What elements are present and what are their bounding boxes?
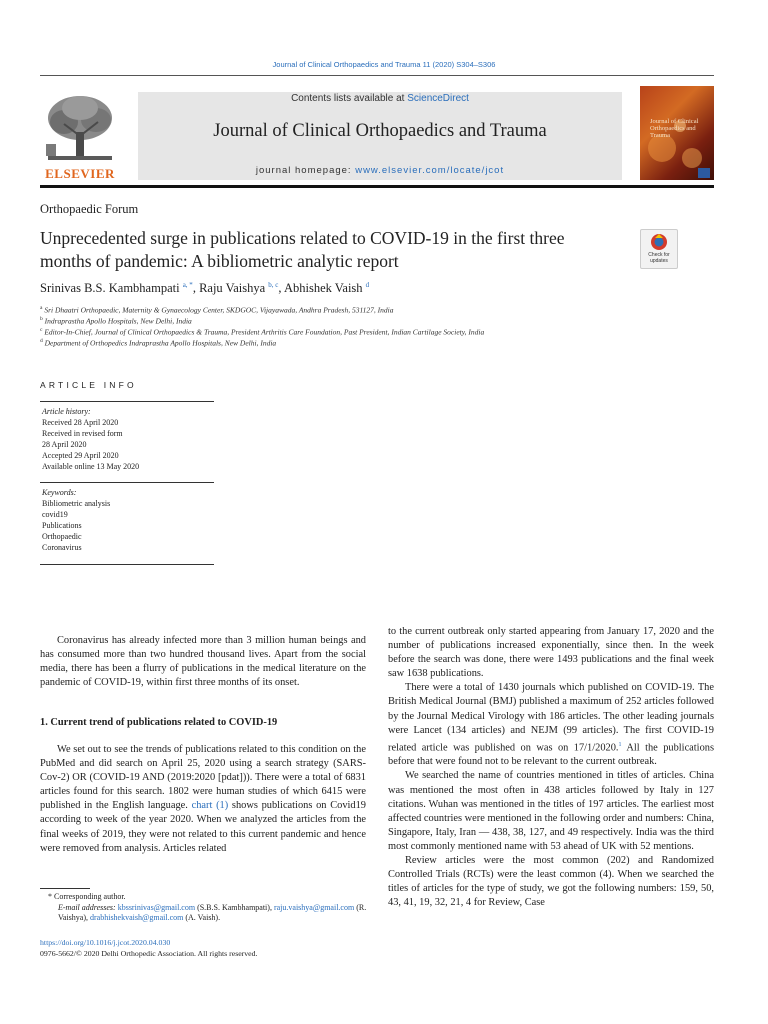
article-section-label: Orthopaedic Forum <box>40 202 139 216</box>
affiliation-marker: c <box>40 327 43 333</box>
article-info-bottom-rule <box>40 564 214 565</box>
check-updates-icon <box>641 230 677 252</box>
keyword: Coronavirus <box>42 543 82 552</box>
journal-homepage <box>138 165 622 176</box>
history-item: Available online 13 May 2020 <box>42 462 140 471</box>
sciencedirect-link[interactable]: ScienceDirect <box>407 93 469 104</box>
body-left-column <box>40 634 366 690</box>
elsevier-wordmark: ELSEVIER <box>45 166 115 181</box>
history-item: Accepted 29 April 2020 <box>42 451 119 460</box>
chart-link[interactable]: chart (1) <box>191 800 229 812</box>
keywords-rule <box>40 482 214 483</box>
footnote-rule <box>40 888 90 889</box>
article-info-heading: ARTICLE INFO <box>40 380 137 390</box>
affiliation-text: Editor-In-Chief, Journal of Clinical Orthopaedics & Trauma, President Arthritis Care Foundation, Past President, Indian Cartilage Society, India <box>44 327 485 337</box>
reference-marker[interactable]: 1 <box>618 741 622 748</box>
email-owner: (S.B.S. Kambhampati), <box>195 902 274 912</box>
section-heading: 1. Current trend of publications related to COVID-19 <box>40 717 278 728</box>
affiliation <box>40 327 484 337</box>
check-for-updates-label: Check for updates <box>648 252 670 264</box>
contents-available <box>138 93 622 104</box>
email-link[interactable]: kbssrinivas@gmail.com <box>117 902 196 912</box>
header-divider <box>40 75 714 76</box>
author-affiliation-marker[interactable]: a, * <box>182 281 193 289</box>
homepage-prefix: journal homepage: <box>255 165 356 176</box>
history-item: 28 April 2020 <box>42 440 87 449</box>
body-paragraph: We searched the name of countries mentioned in titles of articles. China was mentioned the most often in 438 articles followed by Italy in 127 citations. Wuhan was mentioned in the titles of 197 articles. The earliest most affected countries were mentioned in the following order and numbers: China, Singapore, Italy, Iran — 438, 38, 127, and 49 respectively. India was the third most commonly mentioned name with 53 ahead of UK with 52 mentions. <box>388 770 714 852</box>
keyword: Bibliometric analysis <box>42 499 111 508</box>
contents-prefix: Contents lists available at <box>291 93 408 104</box>
author-affiliation-marker[interactable]: b, c <box>268 281 279 289</box>
body-paragraph: Review articles were the most common (202) and Randomized Controlled Trials (RCTs) were the least common (4). When we searched the titles of articles for the type of study, we got the following numbers: 159, 50, 43, 41, 19, 32, 21, 4 for Review, Case <box>388 854 714 909</box>
corresponding-author-note: * Corresponding author. <box>48 892 126 901</box>
author-affiliation-marker[interactable]: d <box>365 281 370 289</box>
homepage-link[interactable]: www.elsevier.com/locate/jcot <box>355 165 505 176</box>
body-paragraph: to the current outbreak only started appearing from January 17, 2020 and the number of publications increased exponentially, since then. In the week before the search was done, there were 1493 publications and the final week saw 1638 publications. <box>388 626 714 680</box>
keyword: Publications <box>42 521 82 530</box>
paragraph-text: All the publications before that were found not to be relevant to the current outbreak. <box>388 742 715 768</box>
paragraph-text: We set out to see the trends of publications related to this condition on the PubMed and did search on April 25, 2020 using a search strategy (SARS-Cov-2) OR (COVID-19 AND (2019:2020 [pdat])). There were a total of 6831 articles found for this search. 1802 were human studies of which 6415 were published in the English language. <box>40 744 366 812</box>
paragraph-text: There were a total of 1430 journals which published on COVID-19. The British Medical Journal (BMJ) published a maximum of 252 articles followed by the Journal Medical Virology with 186 articles. The other leading journals were Lancet (134 articles) and NEJM (99 articles). The first COVID-19 related article was published on was on 17/1/2020. <box>388 682 714 754</box>
email-link[interactable]: raju.vaishya@gmail.com <box>273 902 355 912</box>
author-name[interactable]: Raju Vaishya <box>199 281 266 296</box>
affiliation-text: Sri Dhaatri Orthopaedic, Maternity & Gynaecology Center, SKDGOC, Vijayawada, Andhra Pradesh, 531127, India <box>44 305 394 315</box>
article-history <box>42 406 139 472</box>
author-separator: , <box>278 281 284 296</box>
journal-title: Journal of Clinical Orthopaedics and Trauma <box>213 121 547 141</box>
history-item: Received 28 April 2020 <box>42 418 119 427</box>
affiliation <box>40 305 393 315</box>
intro-paragraph: Coronavirus has already infected more than 3 million human beings and has consumed more than two hundred thousand lives. Apart from the social media, there has been a flurry of publications in the medical literature on the pandemic of COVID-19, within first three months of its onset. <box>40 635 366 689</box>
header-thick-divider <box>40 185 714 188</box>
email-owner: (R. Vaishya), <box>58 902 367 922</box>
history-heading: Article history: <box>42 407 91 416</box>
affiliation <box>40 316 192 326</box>
email-addresses <box>40 903 370 924</box>
article-info-rule <box>40 401 214 402</box>
affiliation-text: Department of Orthopedics Indraprastha Apollo Hospitals, New Delhi, India <box>44 338 277 348</box>
email-label: E-mail addresses: <box>58 902 118 912</box>
keywords <box>42 487 110 553</box>
body-right-column <box>388 625 714 910</box>
affiliation-marker: d <box>40 338 43 344</box>
author-list <box>40 281 369 296</box>
tree-icon <box>40 92 120 166</box>
journal-citation-link[interactable]: Journal of Clinical Orthopaedics and Trauma 11 (2020) S304–S306 <box>272 60 496 69</box>
history-item: Received in revised form <box>42 429 123 438</box>
body-paragraph <box>40 743 366 856</box>
keywords-heading: Keywords: <box>42 488 77 497</box>
footnote <box>40 892 370 924</box>
author-separator: , <box>192 281 200 296</box>
cover-title: Journal of Clinical Orthopaedics and Trauma <box>650 118 699 140</box>
affiliation-text: Indraprastha Apollo Hospitals, New Delhi, India <box>44 316 192 326</box>
article-title: Unprecedented surge in publications related to COVID-19 in the first three months of pandemic: A bibliometric analytic report <box>40 228 565 271</box>
affiliation-marker: a <box>40 305 43 311</box>
affiliation-marker: b <box>40 316 43 322</box>
doi-link[interactable]: https://doi.org/10.1016/j.jcot.2020.04.030 <box>40 938 171 947</box>
section1-body <box>40 743 366 856</box>
copyright-notice: 0976-5662/© 2020 Delhi Orthopedic Association. All rights reserved. <box>40 949 258 958</box>
keyword: covid19 <box>42 510 68 519</box>
body-paragraph <box>388 681 714 769</box>
paragraph-text: shows publications on Covid19 according to week of the year 2020. When we analyzed the articles from the final weeks of 2019, they were not related to this current pandemic and hence were removed from analysis. Articles related <box>40 800 366 854</box>
affiliation <box>40 338 276 348</box>
keyword: Orthopaedic <box>42 532 82 541</box>
email-link[interactable]: drabhishekvaish@gmail.com <box>90 913 184 922</box>
author-name[interactable]: Srinivas B.S. Kambhampati <box>40 281 180 296</box>
email-owner: (A. Vaish). <box>183 913 221 922</box>
author-name[interactable]: Abhishek Vaish <box>283 281 363 296</box>
